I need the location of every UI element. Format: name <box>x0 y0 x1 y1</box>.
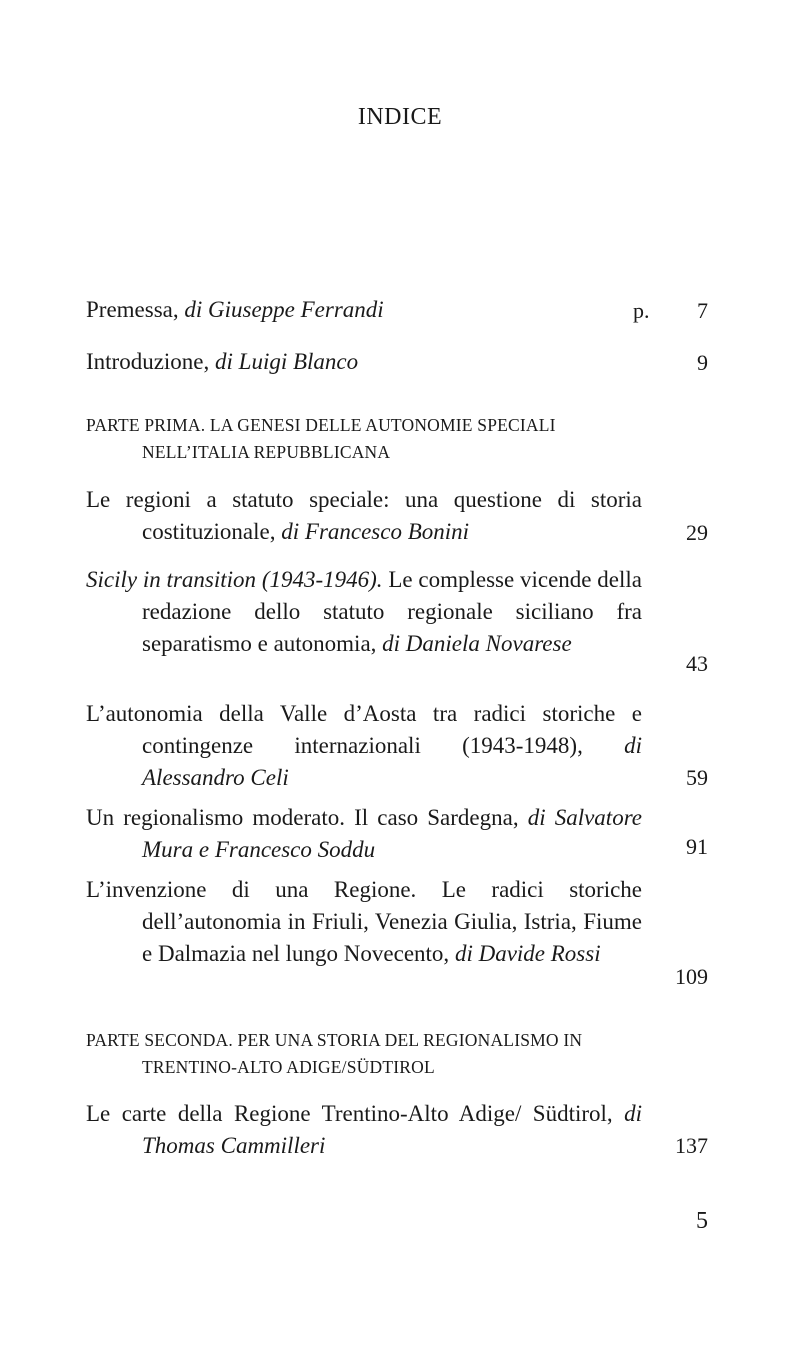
entry-author: di Thomas Cammilleri <box>142 1101 642 1158</box>
entry-page-number: 59 <box>686 765 708 790</box>
entry-text: Un regionalismo moderato. Il caso Sardegna, <box>86 805 528 830</box>
toc-entry-novarese <box>86 564 642 660</box>
toc-entry-rossi <box>86 874 642 970</box>
part-heading-seconda: PARTE SECONDA. PER UNA STORIA DEL REGIONALISMO IN TRENTINO-ALTO ADIGE/SÜDTIROL <box>86 1030 583 1077</box>
entry-page-number: 137 <box>675 1133 708 1158</box>
page-title: INDICE <box>357 104 443 130</box>
entry-page-number: 109 <box>675 964 708 989</box>
entry-text: L’invenzione di una Regione. Le radici storiche dell’autonomia in Friuli, Venezia Giulia, Istria, Fiume e Dalmazia nel lungo Novecento, <box>86 877 642 966</box>
toc-entry-cammilleri <box>86 1098 642 1162</box>
entry-page-number: 9 <box>697 350 708 375</box>
toc-entry-bonini <box>86 484 642 548</box>
entry-text: Premessa, <box>86 297 185 322</box>
entry-page-number: 91 <box>686 834 708 859</box>
entry-text: Le complesse vicende della redazione dello statuto regionale siciliano fra separatismo e autonomia, <box>142 567 642 656</box>
toc-entry-premessa <box>86 294 642 326</box>
page-prefix: p. <box>633 298 650 323</box>
entry-page-number: 7 <box>697 298 708 323</box>
entry-author: di Daniela Novarese <box>382 631 572 656</box>
entry-page-number: 43 <box>686 651 708 676</box>
entry-author: di Davide Rossi <box>454 941 601 966</box>
toc-entry-mura-soddu <box>86 802 642 866</box>
entry-page-number: 29 <box>686 520 708 545</box>
entry-author: di Francesco Bonini <box>281 519 470 544</box>
toc-entry-celi <box>86 698 642 794</box>
toc-entry-introduzione <box>86 346 642 378</box>
entry-text: Le regioni a statuto speciale: una questione di storia costituzionale, <box>86 487 642 544</box>
entry-text: L’autonomia della Valle d’Aosta tra radici storiche e contingenze internazionali (1943-1948), <box>86 701 642 758</box>
entry-italic-title: Sicily in transition (1943-1946). <box>86 567 383 592</box>
page-folio-number: 5 <box>696 1208 708 1234</box>
entry-author: di Luigi Blanco <box>215 349 359 374</box>
entry-author: di Salvatore Mura e Francesco Soddu <box>142 805 642 862</box>
entry-text: Le carte della Regione Trentino-Alto Adige/ Südtirol, <box>86 1101 625 1126</box>
entry-author: di Alessandro Celi <box>142 733 642 790</box>
entry-author: di Giuseppe Ferrandi <box>184 297 384 322</box>
part-heading-prima: PARTE PRIMA. LA GENESI DELLE AUTONOMIE SPECIALI NELL’ITALIA REPUBBLICANA <box>86 415 556 462</box>
entry-text: Introduzione, <box>86 349 216 374</box>
